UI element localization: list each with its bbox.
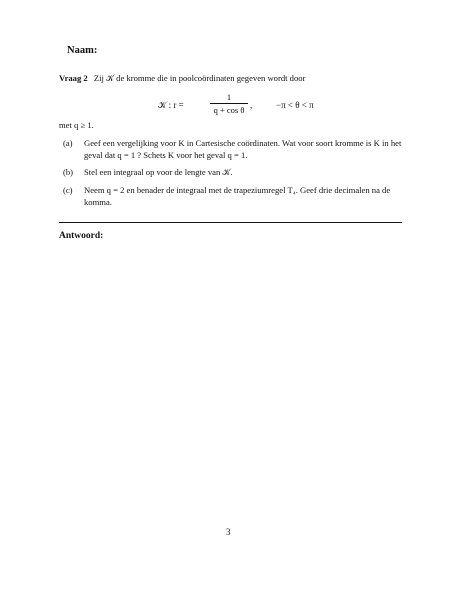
name-label: Naam: [67, 45, 98, 56]
sub-question-label: (a) [63, 138, 73, 148]
condition-text: met q ≥ 1. [59, 120, 94, 130]
sub-question-text: Stel een integraal op voor de lengte van 𝒦. [84, 167, 233, 177]
horizontal-rule [59, 222, 402, 223]
formula-numerator: 1 [226, 92, 232, 102]
sub-question-label: (b) [63, 167, 74, 177]
formula-denominator: q + cos θ [213, 105, 245, 115]
formula-fraction [210, 92, 248, 115]
question-number: Vraag 2 [59, 73, 88, 83]
page-number: 3 [226, 527, 231, 537]
formula-comma: , [250, 100, 253, 110]
curve-formula [158, 92, 398, 118]
fraction-bar [210, 103, 248, 104]
sub-question-text: Neem q = 2 en benader de integraal met de trapeziumregel T₄. Geef drie decimalen na de komma. [84, 185, 391, 207]
formula-range: −π < θ < π [276, 100, 314, 110]
formula-lhs: 𝒦 : r = [158, 100, 184, 110]
sub-question-b [63, 167, 408, 179]
question-header [59, 73, 305, 84]
sub-question-label: (c) [63, 185, 73, 195]
sub-question-c [63, 185, 408, 210]
question-intro: Zij 𝒦 de kromme die in poolcoördinaten gegeven wordt door [93, 73, 306, 83]
sub-question-text: Geef een vergelijking voor K in Cartesische coördinaten. Wat voor soort kromme is K in het geval dat q = 1 ? Schets K voor het geval q = 1. [84, 138, 402, 160]
answer-label: Antwoord: [59, 231, 104, 241]
sub-question-a [63, 138, 408, 163]
